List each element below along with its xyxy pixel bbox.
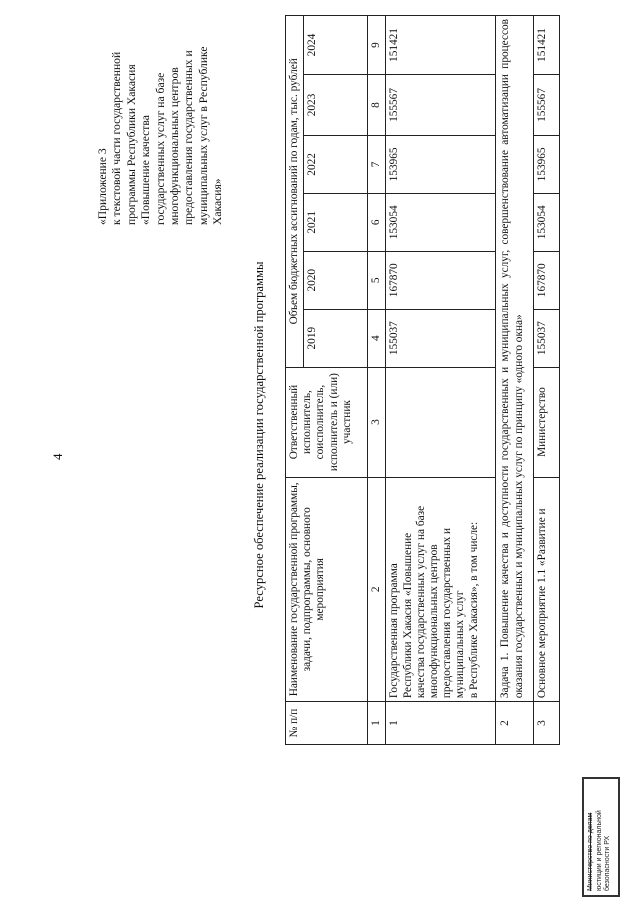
- column-number: 8: [368, 75, 386, 136]
- header-year: 2024: [304, 16, 368, 75]
- row-name-line: многофункциональных центров: [428, 544, 441, 699]
- header-executor: Ответственный исполнитель, соисполнитель, исполнитель и (или) участник: [286, 367, 368, 477]
- row-value: 167870: [534, 251, 560, 309]
- column-number: 9: [368, 16, 386, 75]
- header-year: 2022: [304, 135, 368, 193]
- row-executor: Министерство: [534, 367, 560, 477]
- table-row: [386, 16, 496, 745]
- stamp-line: безопасности РХ: [604, 835, 611, 891]
- task-text: Задача 1. Повышение качества и доступности государственных и муниципальных услуг, совершенствование автоматизации процессов оказания государственных и муниципальных услуг по принципу «одного окна»: [496, 16, 534, 702]
- column-number: 4: [368, 309, 386, 367]
- appendix-caption: [96, 5, 226, 225]
- row-name-line: муниципальных услуг: [454, 590, 467, 699]
- row-value: 153965: [534, 135, 560, 193]
- appendix-line: Хакасия»: [211, 178, 225, 225]
- appendix-line: «Повышение качества: [139, 115, 153, 225]
- row-value: 167870: [386, 251, 496, 309]
- row-value: 155567: [534, 75, 560, 136]
- row-num: 3: [534, 702, 560, 745]
- row-value: 155567: [386, 75, 496, 136]
- row-name-line: Государственная программа: [388, 563, 401, 699]
- header-year: 2023: [304, 75, 368, 136]
- column-number: 2: [368, 477, 386, 702]
- table-title: Ресурсное обеспечение реализации государственной программы: [252, 261, 266, 609]
- registration-stamp: [582, 777, 620, 897]
- page-number: 4: [50, 453, 65, 460]
- row-value: 155037: [534, 309, 560, 367]
- row-value: 151421: [534, 16, 560, 75]
- table-row: [534, 16, 560, 745]
- header-year: 2020: [304, 251, 368, 309]
- appendix-line: муниципальных услуг в Республике: [196, 46, 210, 225]
- column-number-row: [368, 16, 386, 745]
- row-num: 1: [386, 702, 496, 745]
- row-value: 153054: [534, 193, 560, 251]
- stamp-line: юстиции и региональной: [595, 810, 603, 891]
- column-number: 7: [368, 135, 386, 193]
- row-name: [386, 477, 496, 702]
- task-num: 2: [496, 702, 534, 745]
- appendix-line: «Приложение 3: [96, 148, 109, 225]
- header-budget: Объем бюджетных ассигнований по годам, тыс. рублей: [286, 16, 304, 368]
- stamp-line: Министерство по делам: [587, 812, 594, 891]
- row-name-line: в Республике Хакасия», в том числе:: [467, 521, 480, 699]
- row-value: 153965: [386, 135, 496, 193]
- appendix-line: государственных услуг на базе: [153, 72, 167, 225]
- appendix-line: программы Республики Хакасия: [124, 64, 138, 225]
- row-name-line: качества государственных услуг на базе: [414, 505, 427, 699]
- column-number: 5: [368, 251, 386, 309]
- header-num: № п/п: [286, 702, 368, 745]
- column-number: 1: [368, 702, 386, 745]
- row-name-line: предоставления государственных и: [441, 527, 454, 699]
- row-value: 153054: [386, 193, 496, 251]
- row-name-line: Республики Хакасия «Повышение: [401, 532, 414, 699]
- appendix-line: к текстовой части государственной: [110, 51, 124, 225]
- resource-table: [285, 15, 560, 745]
- row-name: Основное мероприятие 1.1 «Развитие и: [534, 477, 560, 702]
- header-year: 2021: [304, 193, 368, 251]
- header-year: 2019: [304, 309, 368, 367]
- column-number: 6: [368, 193, 386, 251]
- appendix-line: многофункциональных центров: [168, 67, 182, 225]
- column-number: 3: [368, 367, 386, 477]
- appendix-line: предоставления государственных и: [182, 50, 196, 225]
- row-value: 151421: [386, 16, 496, 75]
- row-value: 155037: [386, 309, 496, 367]
- task-row: [496, 16, 534, 745]
- row-executor: [386, 367, 496, 477]
- header-name: Наименование государственной программы, задачи, подпрограммы, основного мероприятия: [286, 477, 368, 702]
